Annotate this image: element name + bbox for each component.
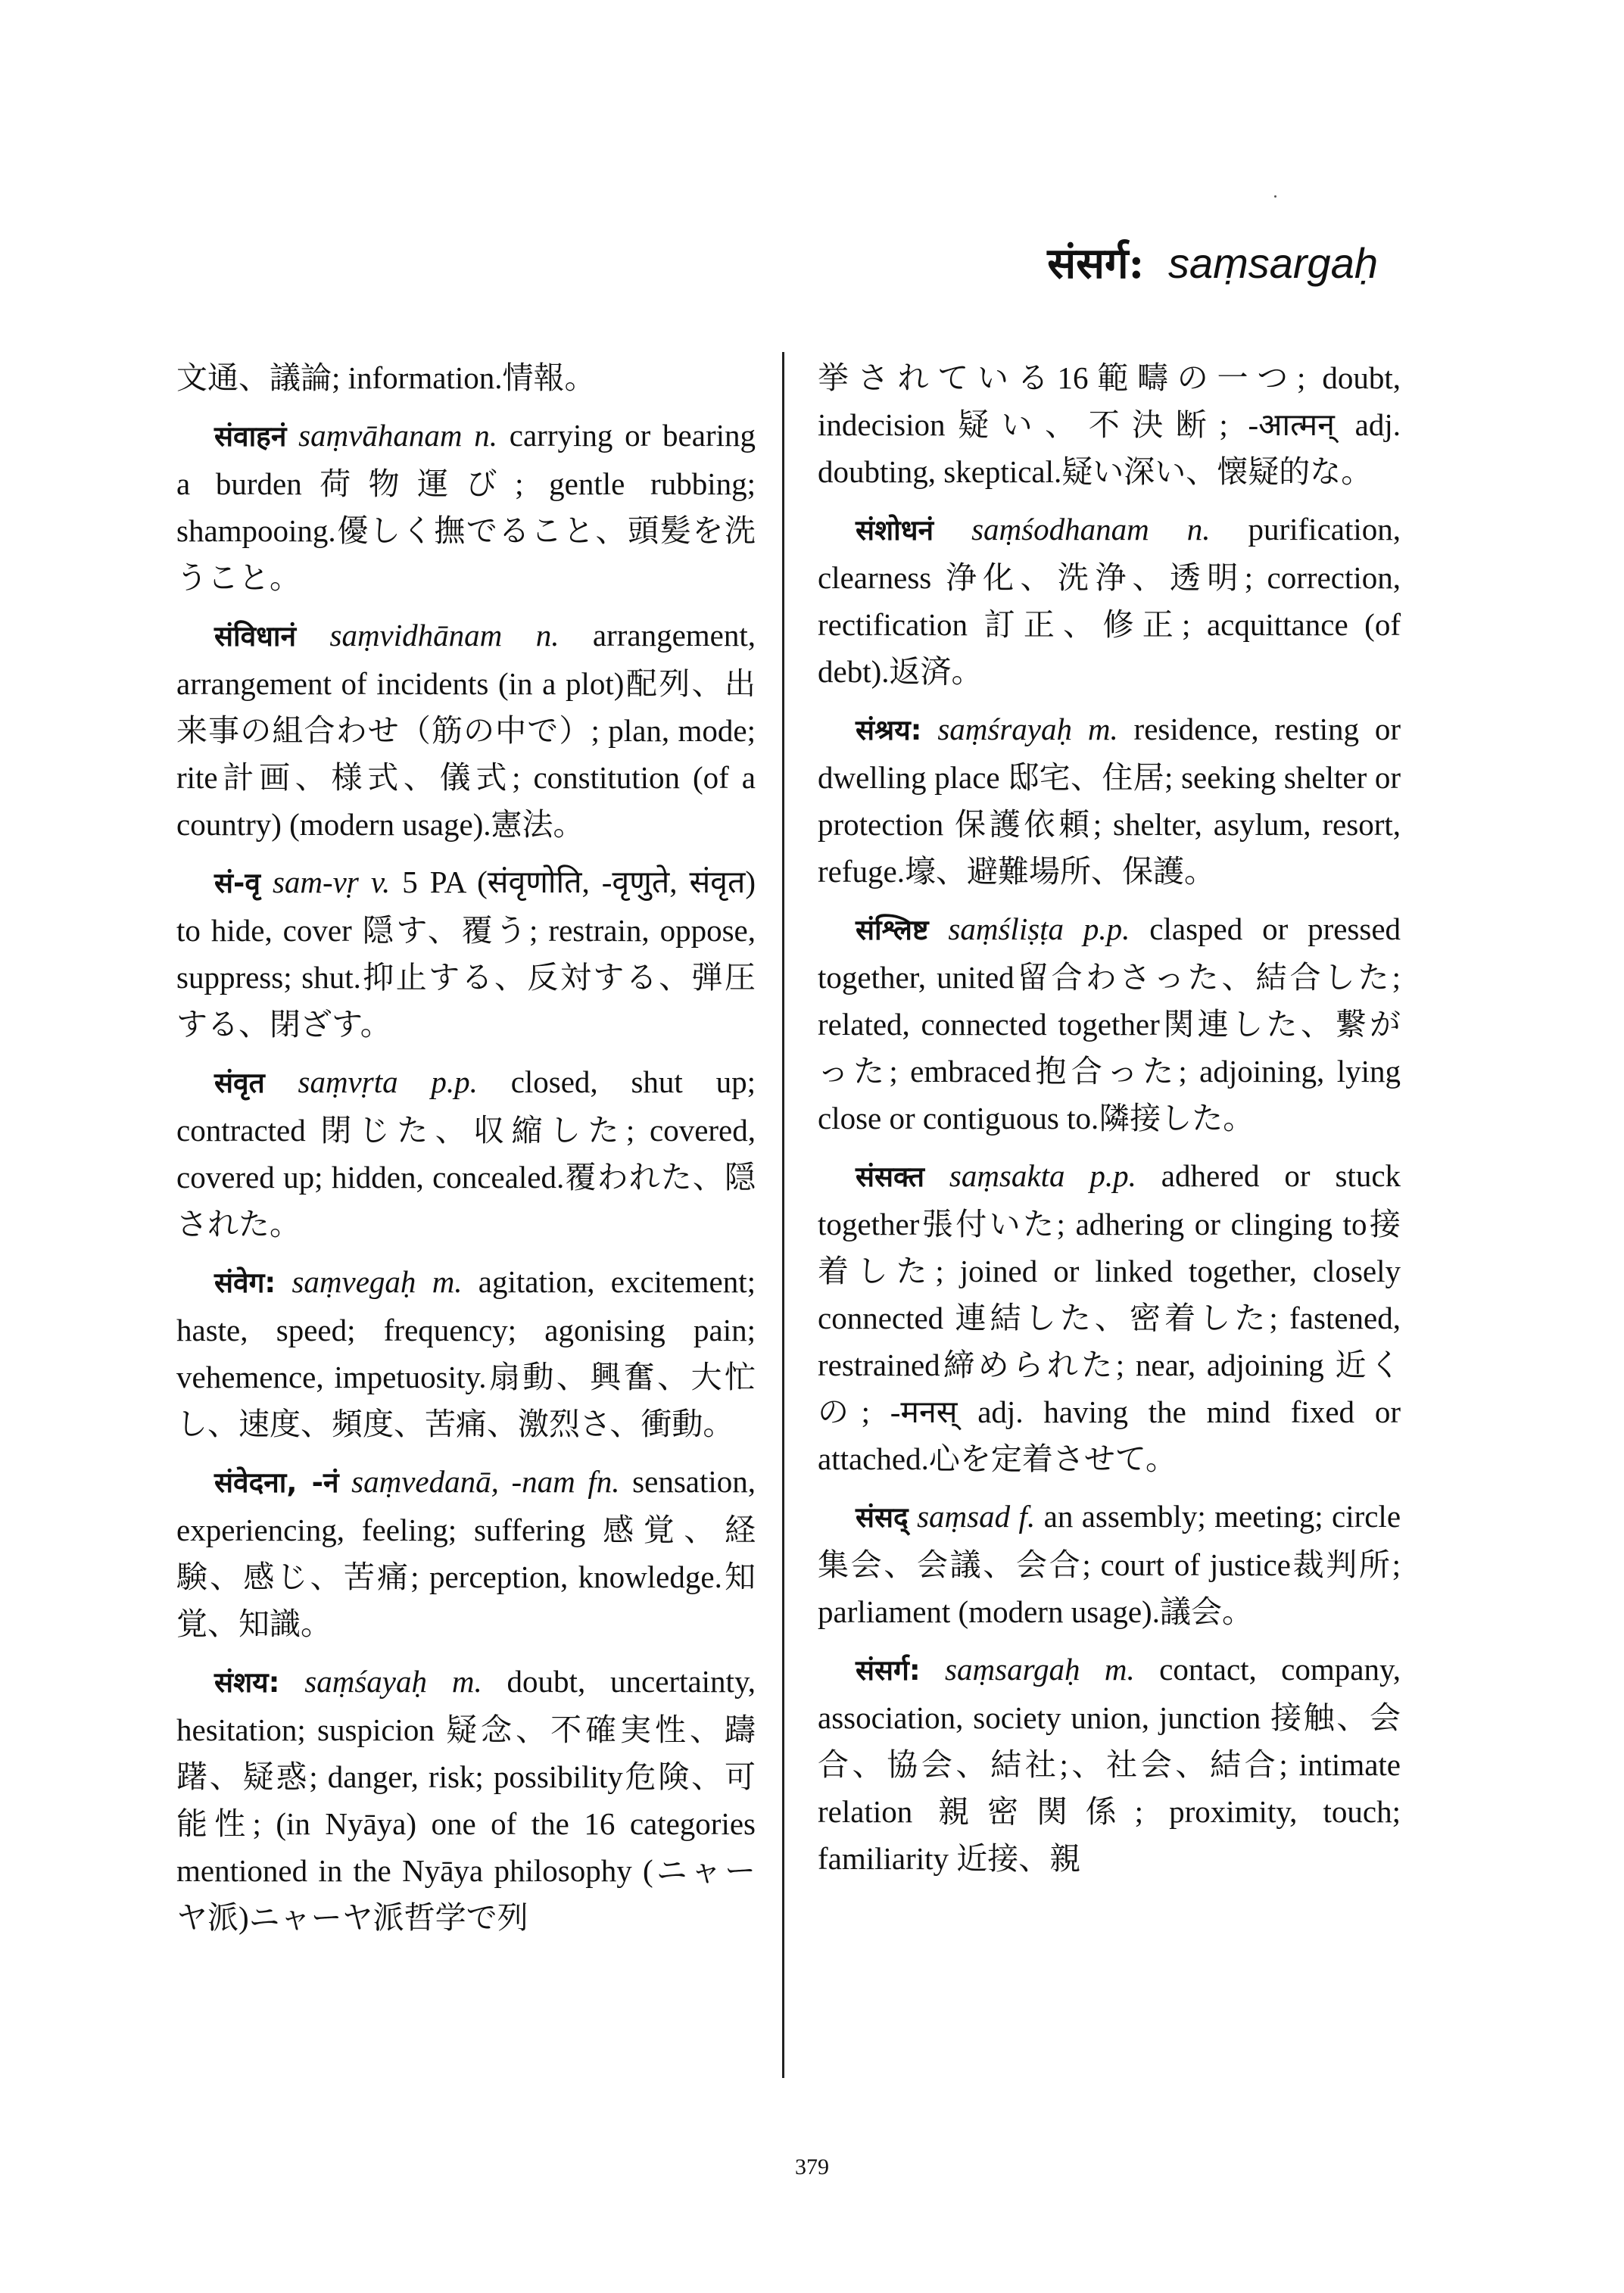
running-header: [1047, 238, 1378, 288]
header-headword-roman: saṃsargaḥ: [1167, 239, 1378, 287]
entry-grammar: m.: [1104, 1652, 1135, 1687]
entry-headword-devanagari: सं-वृ: [214, 867, 260, 899]
entry-definition: arrangement, arrangement of incidents (in a plot)配列、出来事の組合わせ（筋の中で）; plan, mode; rite計画、様式、儀式; constitution (of a country) (modern usage).憲法。: [176, 618, 756, 842]
entry-definition: purification, clearness 浄化、洗浄、透明; correction, rectification 訂正、修正; acquittance (of debt).返済。: [818, 512, 1401, 689]
entry-definition: sensation, experiencing, feeling; suffering 感覚、経験、感じ、苦痛; perception, knowledge.知覚、知識。: [176, 1464, 756, 1641]
entry-headword-devanagari: संशय:: [214, 1666, 280, 1699]
entry-headword-roman: saṃśodhanam: [971, 512, 1149, 547]
dictionary-entry: [176, 1058, 756, 1248]
entry-definition: 文通、議論; information.情報。: [176, 360, 596, 395]
entry-headword-devanagari: संशोधनं: [856, 514, 934, 547]
entry-headword-devanagari: संसक्त: [856, 1161, 924, 1193]
entry-headword-roman: saṃsargaḥ: [945, 1652, 1080, 1687]
entry-definition: clasped or pressed together, united留合わさった、結合した; related, connected together関連した、繋がった; embraced抱合った; adjoining, lying close or contiguous to.隣接した。: [818, 911, 1401, 1136]
entry-definition: adhered or stuck together張付いた; adhering or clinging to接着した; joined or linked together, closely connected 連結した、密着した; fastened, restrained締められた; near, adjoining 近くの; -मनस् adj. having the mind fixed or attached.心を定着させて。: [818, 1158, 1401, 1476]
entry-headword-roman: saṃsakta: [949, 1158, 1065, 1193]
entry-definition: agitation, excitement; haste, speed; frequency; agonising pain; vehemence, impetuosity.扇動、興奮、大忙し、速度、頻度、苦痛、激烈さ、衝動。: [176, 1264, 756, 1441]
entry-headword-devanagari: संवेग:: [214, 1266, 276, 1299]
entry-grammar: n.: [535, 618, 560, 653]
entry-headword-roman: saṃvegaḥ: [291, 1264, 416, 1299]
entry-definition: doubt, uncertainty, hesitation; suspicion 疑念、不確実性、躊躇、疑惑; danger, risk; possibility危険、可能性; (in Nyāya) one of the 16 categories mentioned in the Nyāya philosophy (ニャーヤ派)ニャーヤ派哲学で列: [176, 1664, 756, 1935]
entry-grammar: p.p.: [1083, 911, 1130, 946]
entry-grammar: v.: [370, 865, 391, 899]
dictionary-entry: [176, 354, 756, 401]
entry-definition: residence, resting or dwelling place 邸宅、住居; seeking shelter or protection 保護依頼; shelter, asylum, resort, refuge.壕、避難場所、保護。: [818, 712, 1401, 889]
dictionary-entry: [818, 1646, 1401, 1882]
entry-definition: carrying or bearing a burden荷物運び; gentle rubbing; shampooing.優しく撫でること、頭髪を洗うこと。: [176, 418, 756, 595]
entry-grammar: n.: [474, 418, 498, 453]
entry-grammar: f.: [1018, 1499, 1036, 1534]
entry-headword-roman: saṃsad: [917, 1499, 1011, 1534]
dictionary-entry: [176, 612, 756, 848]
entry-headword-roman: saṃvṛta: [298, 1064, 398, 1099]
dictionary-entry: [818, 506, 1401, 695]
dictionary-entry: [176, 412, 756, 601]
entry-headword-devanagari: संविधानं: [214, 620, 297, 653]
left-column: [176, 354, 756, 1952]
entry-definition: an assembly; meeting; circle集会、会議、会合; court of justice裁判所; parliament (modern usage).議会。: [818, 1499, 1401, 1629]
right-column: [818, 354, 1401, 1893]
entry-definition: 5 PA (संवृणोति, -वृणुते, संवृत) to hide, cover 隠す、覆う; restrain, oppose, suppress; shut.抑止する、反対する、弾圧する、閉ざす。: [176, 865, 756, 1042]
entry-headword-devanagari: संवाहनं: [214, 420, 287, 453]
entry-grammar: m.: [1087, 712, 1118, 746]
dictionary-entry: [818, 354, 1401, 495]
entry-headword-roman: saṃśrayaḥ: [937, 712, 1072, 746]
entry-grammar: m.: [451, 1664, 482, 1699]
entry-headword-devanagari: संसद्: [856, 1501, 909, 1534]
entry-definition: closed, shut up; contracted 閉じた、収縮した; covered, covered up; hidden, concealed.覆われた、隠された。: [176, 1064, 756, 1242]
column-divider: [782, 352, 784, 2078]
dictionary-entry: [176, 1658, 756, 1941]
entry-headword-devanagari: संश्रय:: [856, 714, 922, 746]
entry-grammar: p.p.: [431, 1064, 478, 1099]
header-headword-devanagari: संसर्ग:: [1047, 238, 1145, 288]
dictionary-entry: [176, 1458, 756, 1647]
dictionary-entry: [818, 1493, 1401, 1635]
dictionary-entry: [818, 706, 1401, 895]
entry-headword-roman: saṃśliṣṭa: [948, 911, 1064, 946]
entry-definition: 挙されている16範疇の一つ; doubt, indecision疑い、不決断; -आत्मन् adj. doubting, skeptical.疑い深い、懐疑的な。: [818, 360, 1401, 489]
entry-headword-roman: sam-vṛ: [272, 865, 359, 899]
stray-dot: [1274, 195, 1276, 198]
entry-grammar: m.: [432, 1264, 463, 1299]
dictionary-entry: [818, 1152, 1401, 1482]
page-number: 379: [795, 2154, 829, 2179]
entry-definition: contact, company, association, society union, junction 接触、会合、協会、結社;、社会、結合; intimate relation 親密関係; proximity, touch; familiarity 近接、親: [818, 1652, 1401, 1876]
dictionary-entry: [818, 905, 1401, 1142]
entry-headword-roman: saṃvidhānam: [329, 618, 503, 653]
entry-headword-devanagari: संवृत: [214, 1067, 265, 1099]
dictionary-entry: [176, 1258, 756, 1447]
entry-headword-devanagari: संश्लिष्ट: [856, 914, 929, 946]
dictionary-entry: [176, 858, 756, 1048]
entry-headword-devanagari: संसर्ग:: [856, 1654, 921, 1687]
entry-grammar: p.p.: [1089, 1158, 1136, 1193]
entry-headword-devanagari: संवेदना, -नं: [214, 1466, 339, 1499]
entry-grammar: fn.: [588, 1464, 620, 1499]
entry-grammar: n.: [1186, 512, 1211, 547]
entry-headword-roman: saṃśayaḥ: [304, 1664, 427, 1699]
entry-headword-roman: saṃvāhanam: [298, 418, 463, 453]
entry-headword-roman: saṃvedanā, -nam: [351, 1464, 575, 1499]
